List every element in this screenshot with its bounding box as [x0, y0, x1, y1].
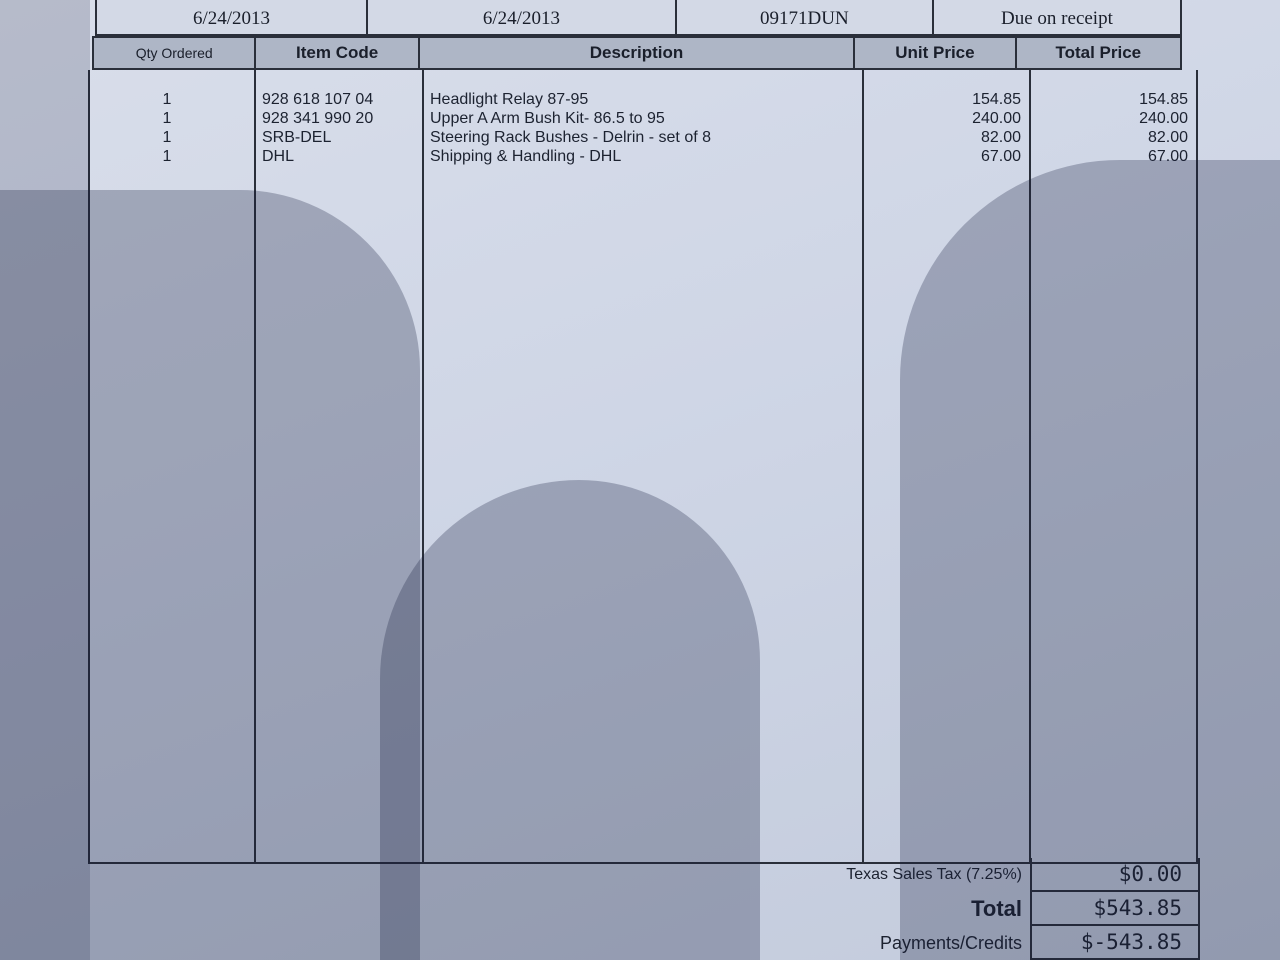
terms-cell: Due on receipt	[1001, 8, 1113, 29]
description-column	[424, 70, 864, 862]
total-price-cell: 67.00	[1147, 148, 1188, 165]
qty-cell: 1	[162, 110, 172, 127]
item-code-cell: 928 341 990 20	[262, 110, 374, 127]
unit-price-column	[864, 70, 1031, 862]
account-number-cell: 09171DUN	[677, 0, 934, 34]
totals-section	[780, 858, 1200, 960]
order-date-cell: 6/24/2013	[97, 0, 368, 34]
description-cell: Headlight Relay 87-95	[430, 91, 589, 108]
tax-value: $0.00	[1030, 858, 1200, 892]
item-code-cell: 928 618 107 04	[262, 91, 374, 108]
total-row	[780, 892, 1200, 926]
item-code-column	[256, 70, 424, 862]
unit-price-cell: 240.00	[972, 110, 1021, 127]
total-price-cell: 240.00	[1139, 110, 1188, 127]
qty-column	[90, 70, 256, 862]
col-total-price: Total Price	[1055, 43, 1142, 62]
total-price-cell: 154.85	[1139, 91, 1188, 108]
total-price-column	[1031, 70, 1196, 862]
description-cell: Shipping & Handling - DHL	[430, 148, 622, 165]
qty-cell: 1	[162, 91, 172, 108]
payments-label: Payments/Credits	[879, 932, 1022, 953]
col-description: Description	[420, 38, 855, 68]
total-value: $543.85	[1030, 892, 1200, 926]
unit-price-cell: 82.00	[980, 129, 1021, 146]
total-label: Total	[971, 896, 1022, 921]
col-unit-price: Unit Price	[855, 38, 1016, 68]
tax-label: Texas Sales Tax (7.25%)	[846, 866, 1022, 883]
ship-date-cell: 6/24/2013	[368, 0, 677, 34]
tax-row	[780, 858, 1200, 892]
item-code-cell: SRB-DEL	[262, 129, 332, 146]
invoice-header-row	[95, 0, 1182, 36]
payments-row	[780, 926, 1200, 960]
line-items-table	[88, 70, 1198, 864]
unit-price-cell: 67.00	[980, 148, 1021, 165]
description-cell: Upper A Arm Bush Kit- 86.5 to 95	[430, 110, 665, 127]
col-qty-ordered: Qty Ordered	[94, 38, 256, 68]
total-price-cell: 82.00	[1147, 129, 1188, 146]
unit-price-cell: 154.85	[972, 91, 1021, 108]
item-code-cell: DHL	[262, 148, 295, 165]
photo-shadow	[0, 0, 90, 960]
qty-cell: 1	[162, 129, 172, 146]
col-item-code: Item Code	[256, 38, 419, 68]
payments-value: $-543.85	[1030, 926, 1200, 960]
column-header-row	[92, 36, 1182, 70]
description-cell: Steering Rack Bushes - Delrin - set of 8	[430, 129, 712, 146]
qty-cell: 1	[162, 148, 172, 165]
